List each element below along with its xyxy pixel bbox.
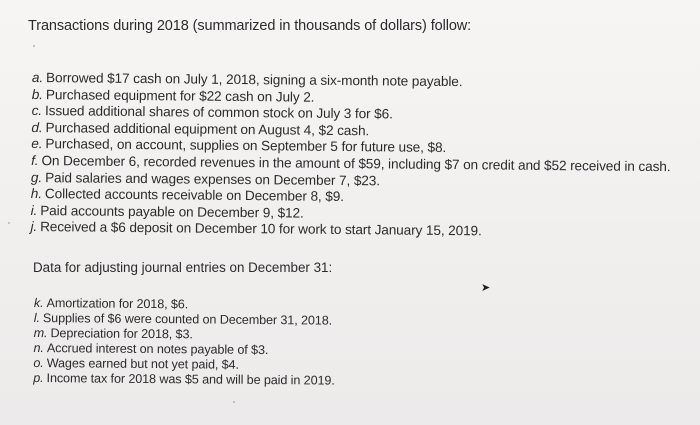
item-text: On December 6, recorded revenues in the amount of $59, including $7 on credit and $52 received in cash. bbox=[41, 153, 671, 175]
item-letter: j. bbox=[30, 219, 38, 235]
item-letter: f. bbox=[31, 152, 39, 169]
item-text: Accrued interest on notes payable of $3. bbox=[46, 341, 269, 358]
paper-speck bbox=[33, 45, 35, 47]
item-letter: n. bbox=[33, 341, 44, 356]
pointer-arrow-icon: ➤ bbox=[481, 282, 491, 294]
adjustment-item bbox=[33, 371, 335, 389]
item-text: Income tax for 2018 was $5 and will be paid in 2019. bbox=[46, 371, 335, 389]
item-text: Collected accounts receivable on December 8, $9. bbox=[44, 186, 344, 205]
adjusting-entries-heading: Data for adjusting journal entries on December 31: bbox=[33, 260, 333, 275]
item-text: Purchased equipment for $22 cash on July 2. bbox=[45, 86, 315, 105]
transaction-list bbox=[30, 70, 671, 242]
item-letter: e. bbox=[31, 136, 43, 152]
item-letter: g. bbox=[30, 169, 43, 185]
item-letter: h. bbox=[30, 186, 43, 202]
paper-speck bbox=[233, 401, 235, 403]
item-text: Wages earned but not yet paid, $4. bbox=[46, 356, 239, 373]
item-letter: m. bbox=[33, 326, 48, 341]
item-text: Purchased additional equipment on August 4, $2 cash. bbox=[45, 119, 370, 139]
item-text: Supplies of $6 were counted on December 31, 2018. bbox=[42, 311, 333, 328]
item-letter: i. bbox=[30, 202, 38, 218]
item-letter: a. bbox=[31, 70, 44, 86]
intro-text: Transactions during 2018 (summarized in thousands of dollars) follow: bbox=[28, 18, 472, 34]
item-text: Paid accounts payable on December 9, $12. bbox=[40, 202, 304, 221]
item-text: Borrowed $17 cash on July 1, 2018, signing a six-month note payable. bbox=[45, 70, 463, 90]
paper-speck bbox=[8, 222, 10, 224]
item-letter: l. bbox=[33, 311, 40, 326]
item-text: Amortization for 2018, $6. bbox=[46, 296, 189, 312]
item-letter: p. bbox=[33, 371, 44, 386]
adjustment-list bbox=[33, 296, 335, 389]
item-letter: d. bbox=[31, 119, 43, 135]
item-text: Purchased, on account, supplies on September 5 for future use, $8. bbox=[45, 136, 447, 156]
item-letter: c. bbox=[31, 103, 43, 119]
item-letter: o. bbox=[33, 356, 44, 371]
item-text: Received a $6 deposit on December 10 for work to start January 15, 2019. bbox=[40, 219, 482, 239]
item-text: Paid salaries and wages expenses on December 7, $23. bbox=[45, 169, 381, 188]
item-letter: k. bbox=[33, 296, 44, 311]
item-letter: b. bbox=[31, 86, 43, 102]
item-text: Depreciation for 2018, $3. bbox=[50, 326, 193, 342]
item-text: Issued additional shares of common stock on July 3 for $6. bbox=[44, 103, 393, 122]
